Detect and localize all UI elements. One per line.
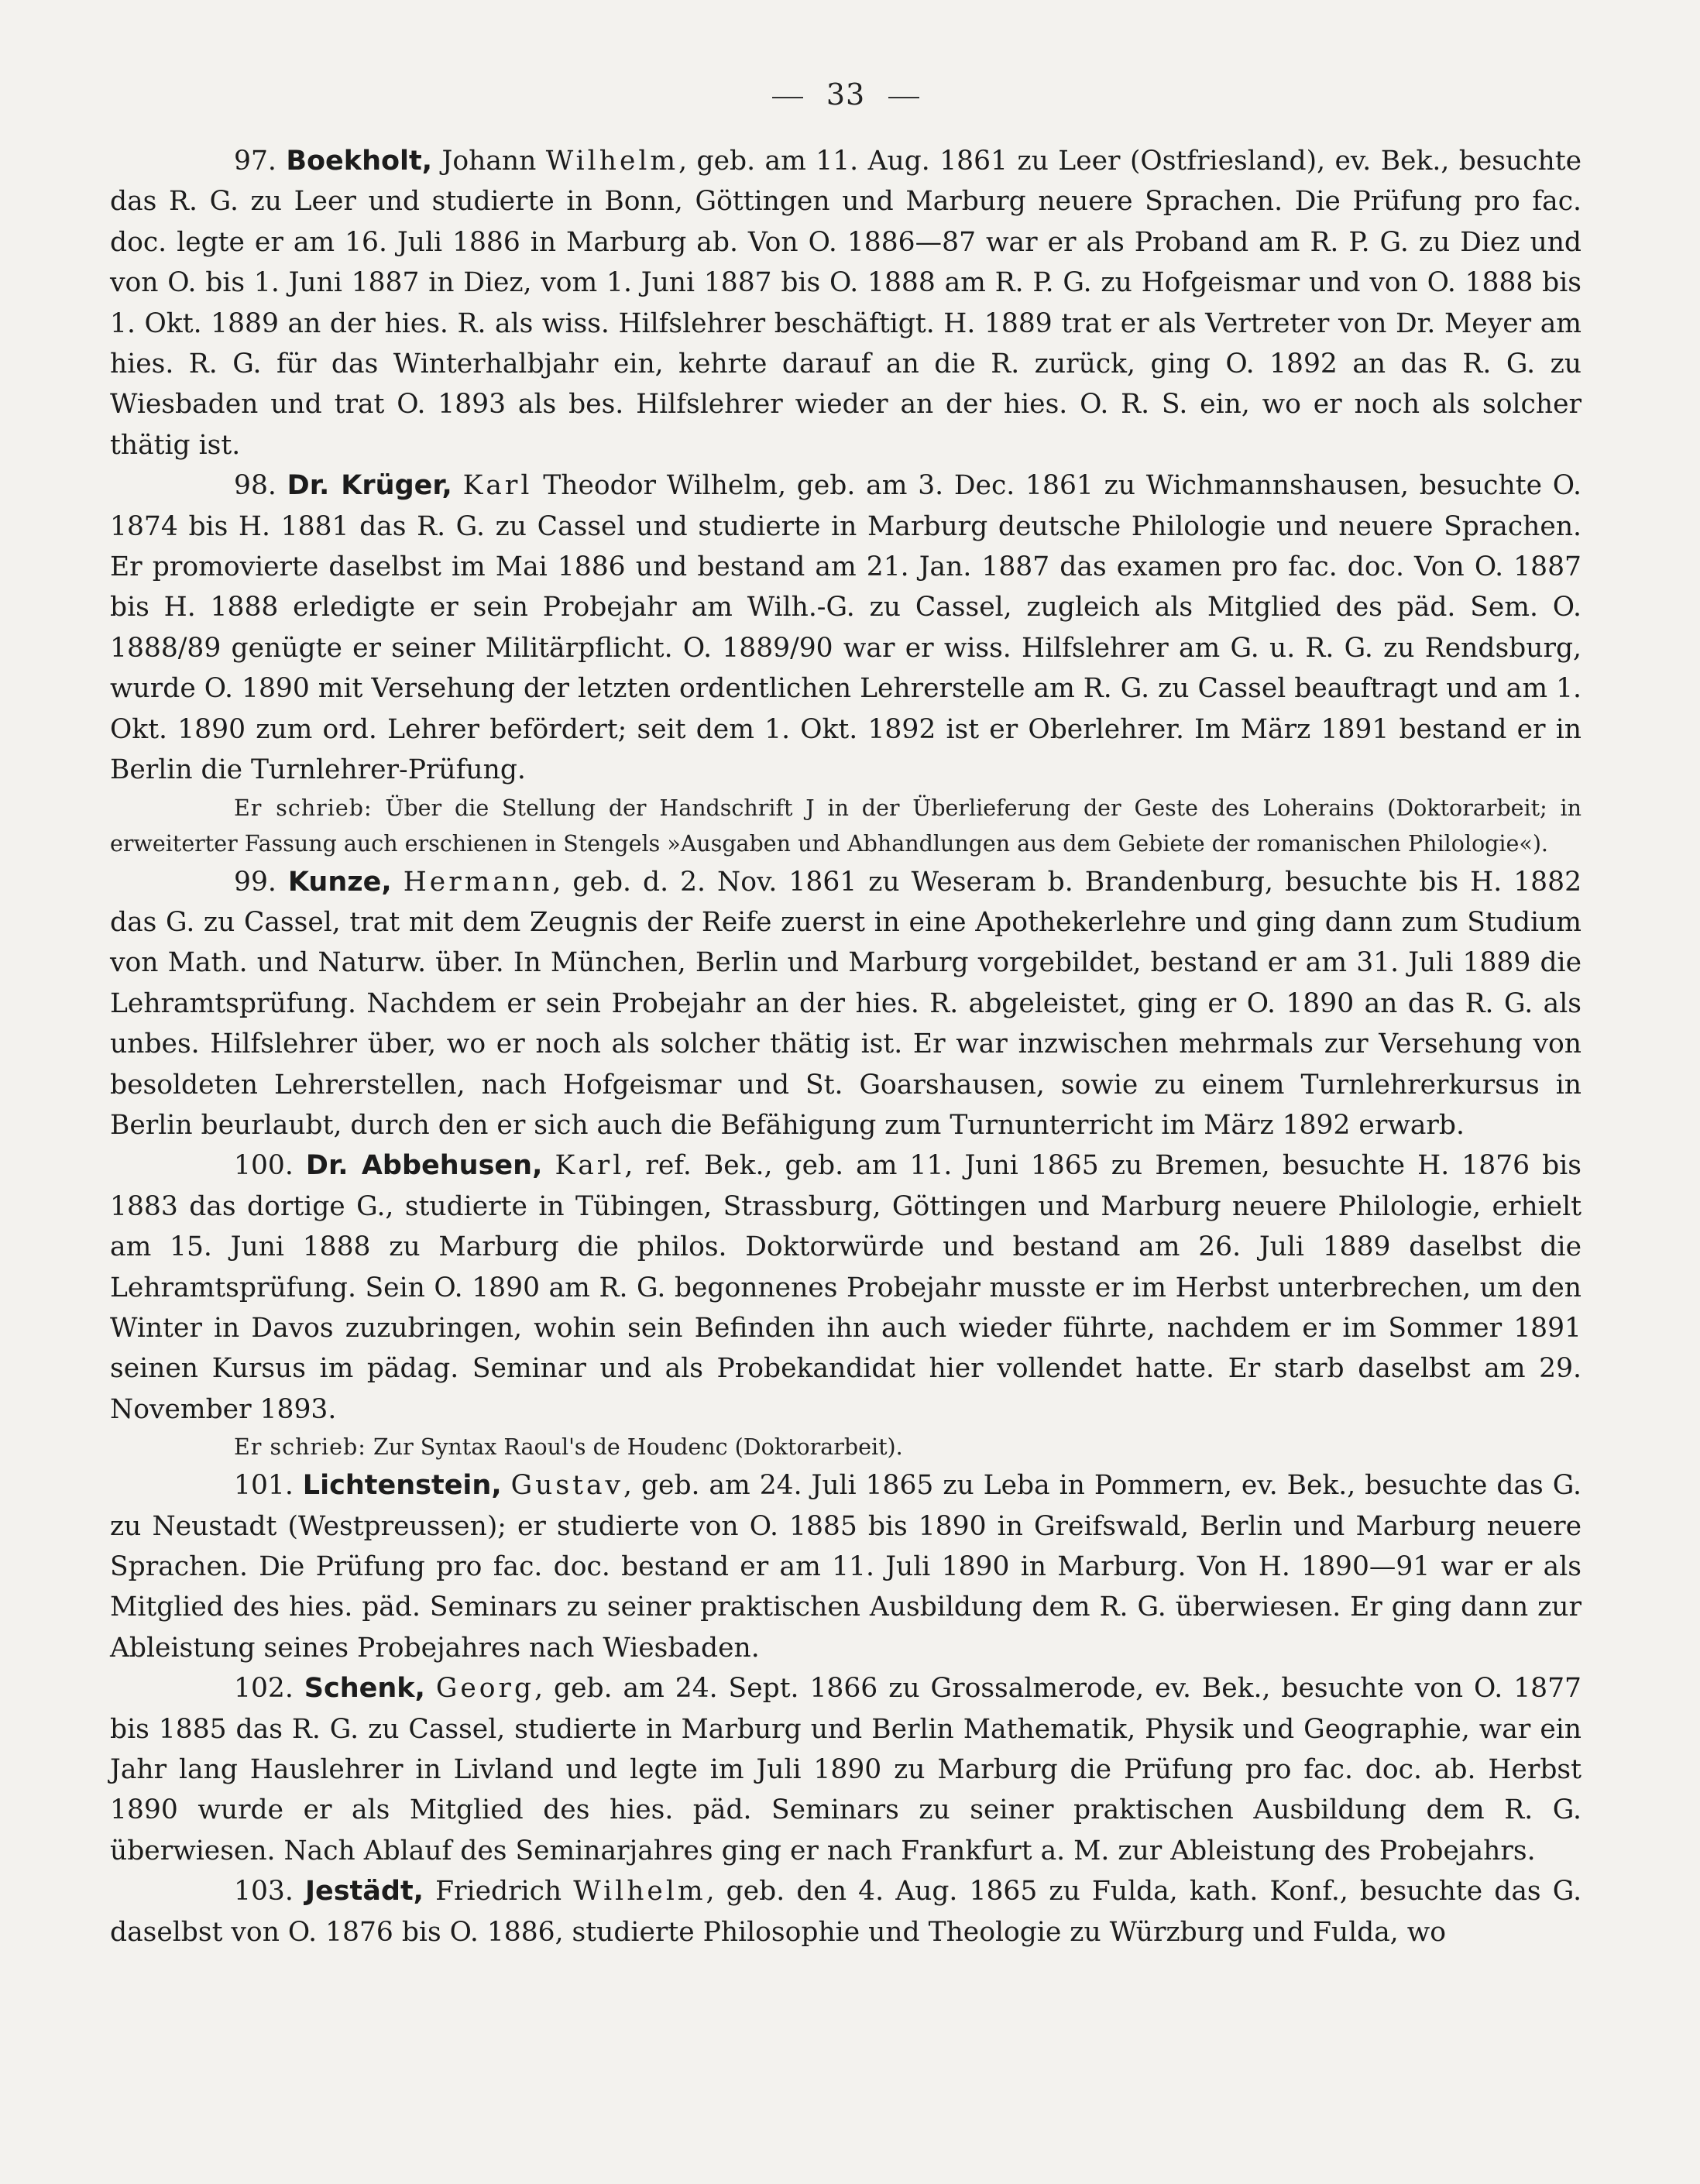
entry-number: 102. (234, 1673, 294, 1705)
entry-first-name: Johann (441, 146, 537, 177)
dash-left (772, 97, 803, 98)
entry-surname: Dr. Abbehusen, (305, 1150, 543, 1182)
entry-101 (110, 1465, 1582, 1668)
entry-text: , geb. den 4. Aug. 1865 zu Fulda, kath. Konf., besuchte das G. daselbst von O. 1876 bis O. 1886, studierte Philosophie und Theologie zu Würzburg und Fulda, wo (110, 1876, 1582, 1948)
page-number (110, 77, 1582, 112)
entry-given-name: Hermann (403, 866, 553, 898)
entry-given-name: Georg (435, 1673, 535, 1705)
entry-text: , geb. am 24. Juli 1865 zu Leba in Pommern, ev. Bek., besuchte das G. zu Neustadt (Westpreussen); er studierte von O. 1885 bis 1890 in Greifswald, Berlin und Marburg neuere Sprachen. Die Prüfung pro fac. doc. bestand er am 11. Juli 1890 in Marburg. Von H. 1890—91 war er als Mitglied des hies. päd. Seminars zu seiner praktischen Ausbildung dem R. G. überwiesen. Er ging dann zur Ableistung seines Probejahres nach Wiesbaden. (110, 1470, 1582, 1664)
entry-100-note (110, 1430, 1582, 1465)
entry-number: 100. (234, 1150, 294, 1182)
note-lead: Er schrieb: (234, 1434, 366, 1461)
entry-text: , geb. am 24. Sept. 1866 zu Grossalmerode, ev. Bek., besuchte von O. 1877 bis 1885 das R. G. zu Cassel, studierte in Marburg und Berlin Mathematik, Physik und Geographie, war ein Jahr lang Hauslehrer in Livland und legte im Juli 1890 zu Marburg die Prüfung pro fac. doc. ab. Herbst 1890 wurde er als Mitglied des hies. päd. Seminars zu seiner praktischen Ausbildung dem R. G. überwiesen. Nach Ablauf des Seminarjahres ging er nach Frankfurt a. M. zur Ableistung des Probejahrs. (110, 1673, 1582, 1866)
entry-number: 103. (234, 1876, 294, 1908)
entry-surname: Jestädt, (304, 1876, 424, 1908)
entry-surname: Lichtenstein, (302, 1470, 502, 1502)
entry-text: , geb. am 11. Aug. 1861 zu Leer (Ostfriesland), ev. Bek., besuchte das R. G. zu Leer und studierte in Bonn, Göttingen und Marburg neuere Sprachen. Die Prüfung pro fac. doc. legte er am 16. Juli 1886 in Marburg ab. Von O. 1886—87 war er als Proband am R. P. G. zu Diez und von O. bis 1. Juni 1887 in Diez, vom 1. Juni 1887 bis O. 1888 am R. P. G. zu Hofgeismar und von O. 1888 bis 1. Okt. 1889 an der hies. R. als wiss. Hilfslehrer beschäftigt. H. 1889 trat er als Vertreter von Dr. Meyer am hies. R. G. für das Winterhalbjahr ein, kehrte darauf an die R. zurück, ging O. 1892 an das R. G. zu Wiesbaden und trat O. 1893 als bes. Hilfslehrer wieder an der hies. O. R. S. ein, wo er noch als solcher thätig ist. (110, 146, 1582, 461)
entry-number: 98. (234, 470, 276, 502)
entry-text: , ref. Bek., geb. am 11. Juni 1865 zu Bremen, besuchte H. 1876 bis 1883 das dortige G., studierte in Tübingen, Strassburg, Göttingen und Marburg neuere Philologie, erhielt am 15. Juni 1888 zu Marburg die philos. Doktorwürde und bestand am 26. Juli 1889 daselbst die Lehramtsprüfung. Sein O. 1890 am R. G. begonnenes Probejahr musste er im Herbst unterbrechen, um den Winter in Davos zuzubringen, wohin sein Befinden ihn auch wieder führte, nachdem er im Sommer 1891 seinen Kursus im pädag. Seminar und als Probekandidat hier vollendet hatte. Er starb daselbst am 29. November 1893. (110, 1150, 1582, 1425)
entry-first-name: Friedrich (435, 1876, 562, 1908)
entry-given-name: Karl (555, 1150, 625, 1182)
entry-98 (110, 465, 1582, 790)
entry-surname: Dr. Krüger, (287, 470, 452, 502)
page-number-text: 33 (826, 77, 866, 112)
entry-given-name: Karl (462, 470, 533, 502)
entry-given-name: Wilhelm (573, 1876, 706, 1908)
entry-given-name: Gustav (510, 1470, 624, 1502)
entry-surname: Boekholt, (286, 146, 433, 177)
entry-number: 101. (234, 1470, 294, 1502)
note-text: Über die Stellung der Handschrift J in der Überlieferung der Geste des Loherains (Doktorarbeit; in erweiterter Fassung auch erschienen in Stengels »Ausgaben und Abhandlungen aus dem Gebiete der romanischen Philologie«). (110, 795, 1582, 857)
entry-surname: Kunze, (287, 866, 392, 898)
entry-text: , geb. d. 2. Nov. 1861 zu Weseram b. Brandenburg, besuchte bis H. 1882 das G. zu Cassel, trat mit dem Zeugnis der Reife zuerst in eine Apothekerlehre und ging dann zum Studium von Math. und Naturw. über. In München, Berlin und Marburg vorgebildet, bestand er am 31. Juli 1889 die Lehramtsprüfung. Nachdem er sein Probejahr an der hies. R. abgeleistet, ging er O. 1890 an das R. G. als unbes. Hilfslehrer über, wo er noch als solcher thätig ist. Er war inzwischen mehrmals zur Versehung von besoldeten Lehrerstellen, nach Hofgeismar und St. Goarshausen, sowie zu einem Turnlehrerkursus in Berlin beurlaubt, durch den er sich auch die Befähigung zum Turnunterricht im März 1892 erwarb. (110, 866, 1582, 1141)
entry-text: Theodor Wilhelm, geb. am 3. Dec. 1861 zu Wichmannshausen, besuchte O. 1874 bis H. 1881 das R. G. zu Cassel und studierte in Marburg deutsche Philologie und neuere Sprachen. Er promovierte daselbst im Mai 1886 und bestand am 21. Jan. 1887 das examen pro fac. doc. Von O. 1887 bis H. 1888 erledigte er sein Probejahr am Wilh.-G. zu Cassel, zugleich als Mitglied des päd. Sem. O. 1888/89 genügte er seiner Militärpflicht. O. 1889/90 war er wiss. Hilfslehrer am G. u. R. G. zu Rendsburg, wurde O. 1890 mit Versehung der letzten ordentlichen Lehrerstelle am R. G. zu Cassel beauftragt und am 1. Okt. 1890 zum ord. Lehrer befördert; seit dem 1. Okt. 1892 ist er Oberlehrer. Im März 1891 bestand er in Berlin die Turnlehrer-Prüfung. (110, 470, 1582, 786)
entry-103 (110, 1871, 1582, 1952)
entry-given-name: Wilhelm (545, 146, 679, 177)
note-lead: Er schrieb: (234, 795, 373, 821)
page (110, 77, 1582, 1952)
entry-97 (110, 141, 1582, 465)
entry-99 (110, 862, 1582, 1146)
entry-number: 97. (234, 146, 276, 177)
entry-102 (110, 1668, 1582, 1871)
entry-98-note (110, 791, 1582, 862)
entry-surname: Schenk, (304, 1673, 425, 1705)
dash-right (888, 97, 919, 98)
entry-100 (110, 1145, 1582, 1430)
note-text: Zur Syntax Raoul's de Houdenc (Doktorarbeit). (366, 1434, 903, 1461)
entry-number: 99. (234, 866, 276, 898)
